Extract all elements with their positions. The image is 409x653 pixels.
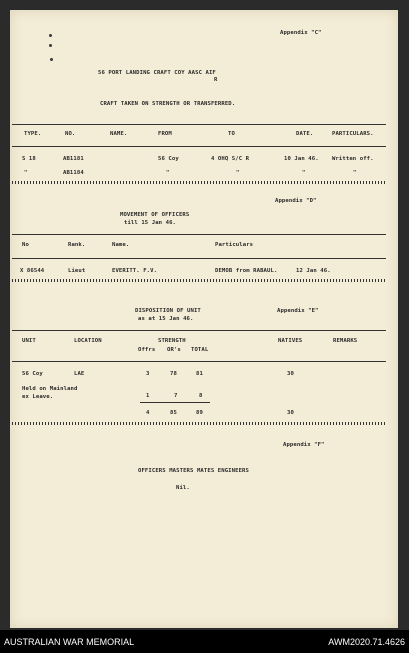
appendix-d-date: till 15 Jan 46. [124,220,177,226]
col-header-name: Name. [112,242,130,248]
appendix-e-label: Appendix "E" [277,308,319,314]
col-header-from: FROM [158,131,172,137]
archive-footer [0,630,409,653]
table-cell: " [353,170,357,176]
appendix-f-title: OFFICERS MASTERS MATES ENGINEERS [138,468,249,474]
dashed-rule [12,422,386,425]
col-header-to: TO [228,131,235,137]
table-cell: " [302,170,306,176]
col-header-no: No [22,242,29,248]
col-header-particulars: PARTICULARS. [332,131,374,137]
appendix-d-title: MOVEMENT OF OFFICERS [120,212,190,218]
table-rule [12,361,386,362]
table-rule [12,330,386,331]
table-cell: " [236,170,240,176]
table-cell: 30 [287,371,294,377]
col-header-particulars: Particulars [215,242,254,248]
table-cell: 12 Jan 46. [296,268,331,274]
total-cell: 4 [146,410,150,416]
total-cell: 89 [196,410,203,416]
total-cell: 85 [170,410,177,416]
table-cell: Lieut [68,268,86,274]
appendix-c-title: 56 PORT LANDING CRAFT COY AASC AIF [98,70,216,76]
total-cell: 30 [287,410,294,416]
footer-source: AUSTRALIAN WAR MEMORIAL [4,637,135,647]
table-rule [12,124,386,125]
col-subheader-total: TOTAL [191,347,209,353]
sum-rule [140,402,210,403]
punch-hole [49,44,52,47]
col-header-rank: Rank. [68,242,86,248]
table-cell: AB1181 [63,156,84,162]
table-cell: AB1184 [63,170,84,176]
col-subheader-ors: OR's [167,347,181,353]
col-header-type: TYPE. [24,131,42,137]
col-header-date: DATE. [296,131,314,137]
appendix-f-body: Nil. [176,485,190,491]
appendix-c-title-mark: R [214,77,218,83]
table-cell: Held on Mainland [22,386,78,392]
col-header-strength: STRENGTH [158,338,186,344]
table-rule [12,146,386,147]
col-subheader-offrs: Offrs [138,347,156,353]
dashed-rule [12,279,386,282]
table-cell: Written off. [332,156,374,162]
col-header-natives: NATIVES [278,338,303,344]
dashed-rule [12,181,386,184]
table-cell: 8 [199,393,203,399]
table-cell: DEMOB from RABAUL. [215,268,278,274]
table-cell: 56 Coy [22,371,43,377]
table-cell: " [24,170,28,176]
table-cell: S 18 [22,156,36,162]
punch-hole [50,58,53,61]
appendix-f-label: Appendix "F" [283,442,325,448]
table-cell: 4 OHQ S/C R [211,156,250,162]
col-header-no: NO. [65,131,76,137]
appendix-d-label: Appendix "D" [275,198,317,204]
table-cell: 3 [146,371,150,377]
appendix-e-title: DISPOSITION OF UNIT [135,308,201,314]
appendix-c-label: Appendix "C" [280,30,322,36]
table-cell: 7 [174,393,178,399]
col-header-remarks: REMARKS [333,338,358,344]
appendix-e-date: as at 15 Jan 46. [138,316,194,322]
table-cell: 78 [170,371,177,377]
table-cell: X 86544 [20,268,45,274]
table-cell: 56 Coy [158,156,179,162]
footer-reference: AWM2020.71.4626 [328,637,405,647]
table-cell: 1 [146,393,150,399]
table-cell: 81 [196,371,203,377]
appendix-c-subtitle: CRAFT TAKEN ON STRENGTH OR TRANSFERRED. [100,101,236,107]
table-rule [12,234,386,235]
table-cell: ex Leave. [22,394,54,400]
punch-hole [49,34,52,37]
table-cell: EVERITT. F.V. [112,268,158,274]
col-header-unit: UNIT [22,338,36,344]
col-header-name: NAME. [110,131,128,137]
table-cell: " [166,170,170,176]
col-header-location: LOCATION [74,338,102,344]
table-rule [12,258,386,259]
table-cell: 10 Jan 46. [284,156,319,162]
table-cell: LAE [74,371,85,377]
